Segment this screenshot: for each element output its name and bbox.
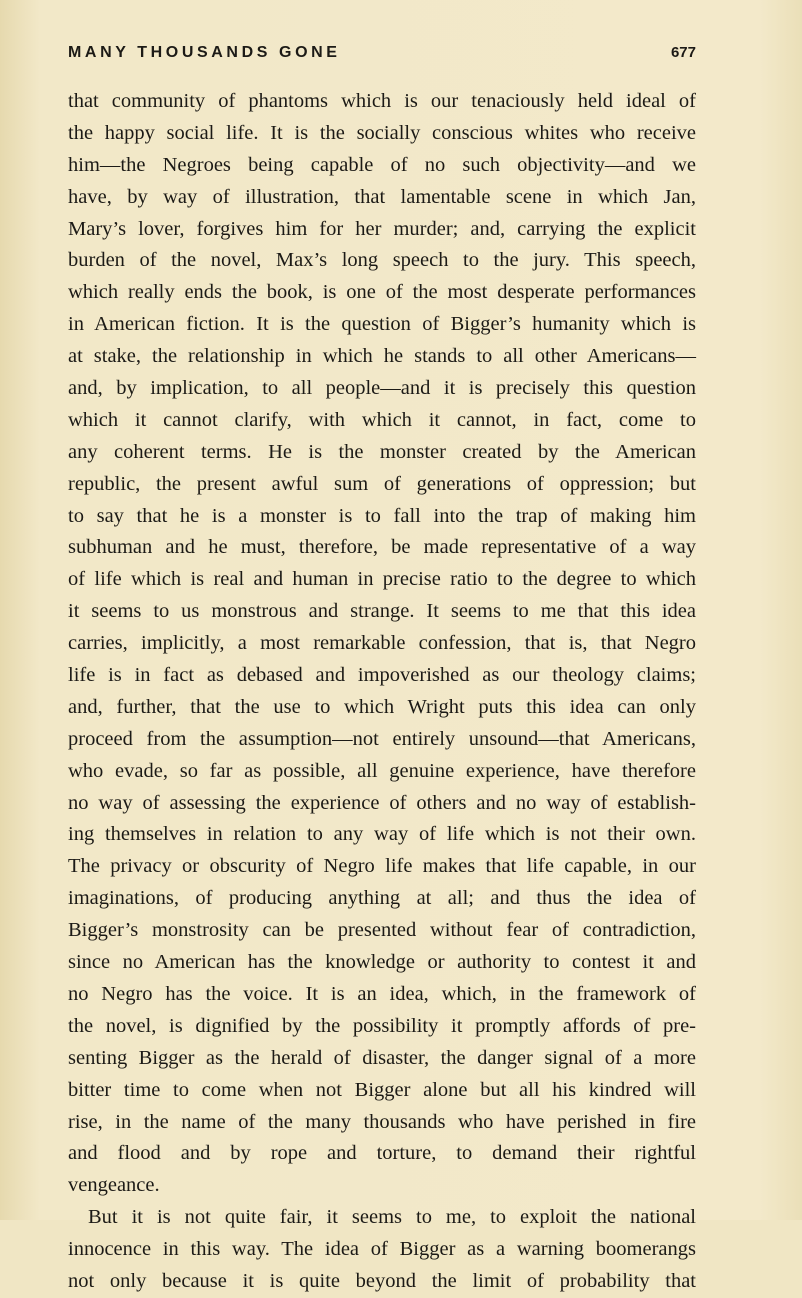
- text-line: in American fiction. It is the question of Bigger’s humanity which is: [68, 313, 696, 336]
- text-line: life is in fact as debased and impoverished as our theology claims;: [68, 664, 696, 687]
- text-line: that community of phantoms which is our tenaciously held ideal of: [68, 90, 696, 112]
- text-line: and, by implication, to all people—and it is precisely this question: [68, 377, 696, 400]
- text-line: which really ends the book, is one of the most desperate performances: [68, 281, 696, 304]
- text-line: it seems to us monstrous and strange. It seems to me that this idea: [68, 600, 696, 623]
- text-line: rise, in the name of the many thousands who have perished in fire: [68, 1110, 696, 1133]
- body-text: [68, 86, 696, 1298]
- text-line: at stake, the relationship in which he stands to all other Americans—: [68, 345, 696, 368]
- text-line: the happy social life. It is the socially conscious whites who receive: [68, 121, 696, 144]
- text-line: burden of the novel, Max’s long speech to the jury. This speech,: [68, 249, 696, 272]
- page-number: 677: [670, 44, 696, 61]
- text-line: carries, implicitly, a most remarkable confession, that is, that Negro: [68, 632, 696, 655]
- text-line: imaginations, of producing anything at all; and thus the idea of: [68, 887, 696, 910]
- text-line: The privacy or obscurity of Negro life makes that life capable, in our: [68, 855, 696, 878]
- text-line: him—the Negroes being capable of no such objectivity—and we: [68, 153, 696, 176]
- text-line: to say that he is a monster is to fall into the trap of making him: [68, 504, 696, 527]
- text-line: subhuman and he must, therefore, be made representative of a way: [68, 536, 696, 559]
- text-line: Bigger’s monstrosity can be presented without fear of contradiction,: [68, 919, 696, 942]
- text-line: no way of assessing the experience of others and no way of establish-: [68, 791, 696, 814]
- running-head: [68, 44, 696, 68]
- text-line: and, further, that the use to which Wright puts this idea can only: [68, 695, 696, 718]
- text-line: any coherent terms. He is the monster created by the American: [68, 440, 696, 463]
- text-line: bitter time to come when not Bigger alone but all his kindred will: [68, 1078, 696, 1101]
- text-line: since no American has the knowledge or authority to contest it and: [68, 951, 696, 974]
- text-line: have, by way of illustration, that lamentable scene in which Jan,: [68, 185, 696, 208]
- text-line: Mary’s lover, forgives him for her murder; and, carrying the explicit: [68, 217, 696, 240]
- text-line: who evade, so far as possible, all genuine experience, have therefore: [68, 759, 696, 782]
- text-line: no Negro has the voice. It is an idea, which, in the framework of: [68, 982, 696, 1005]
- text-line: proceed from the assumption—not entirely unsound—that Americans,: [68, 727, 696, 750]
- text-line: and flood and by rope and torture, to demand their rightful: [68, 1142, 696, 1165]
- text-line: But it is not quite fair, it seems to me, to exploit the national: [88, 1206, 696, 1229]
- text-line: ing themselves in relation to any way of life which is not their own.: [68, 823, 696, 846]
- running-head-title: MANY THOUSANDS GONE: [68, 44, 341, 61]
- text-line: not only because it is quite beyond the limit of probability that: [68, 1269, 696, 1292]
- text-line: republic, the present awful sum of generations of oppression; but: [68, 472, 696, 495]
- text-line: vengeance.: [68, 1174, 160, 1197]
- text-line: of life which is real and human in precise ratio to the degree to which: [68, 568, 696, 591]
- text-line: the novel, is dignified by the possibility it promptly affords of pre-: [68, 1014, 696, 1037]
- text-line: senting Bigger as the herald of disaster, the danger signal of a more: [68, 1046, 696, 1069]
- text-line: innocence in this way. The idea of Bigger as a warning boomerangs: [68, 1238, 696, 1261]
- text-line: which it cannot clarify, with which it cannot, in fact, come to: [68, 408, 696, 431]
